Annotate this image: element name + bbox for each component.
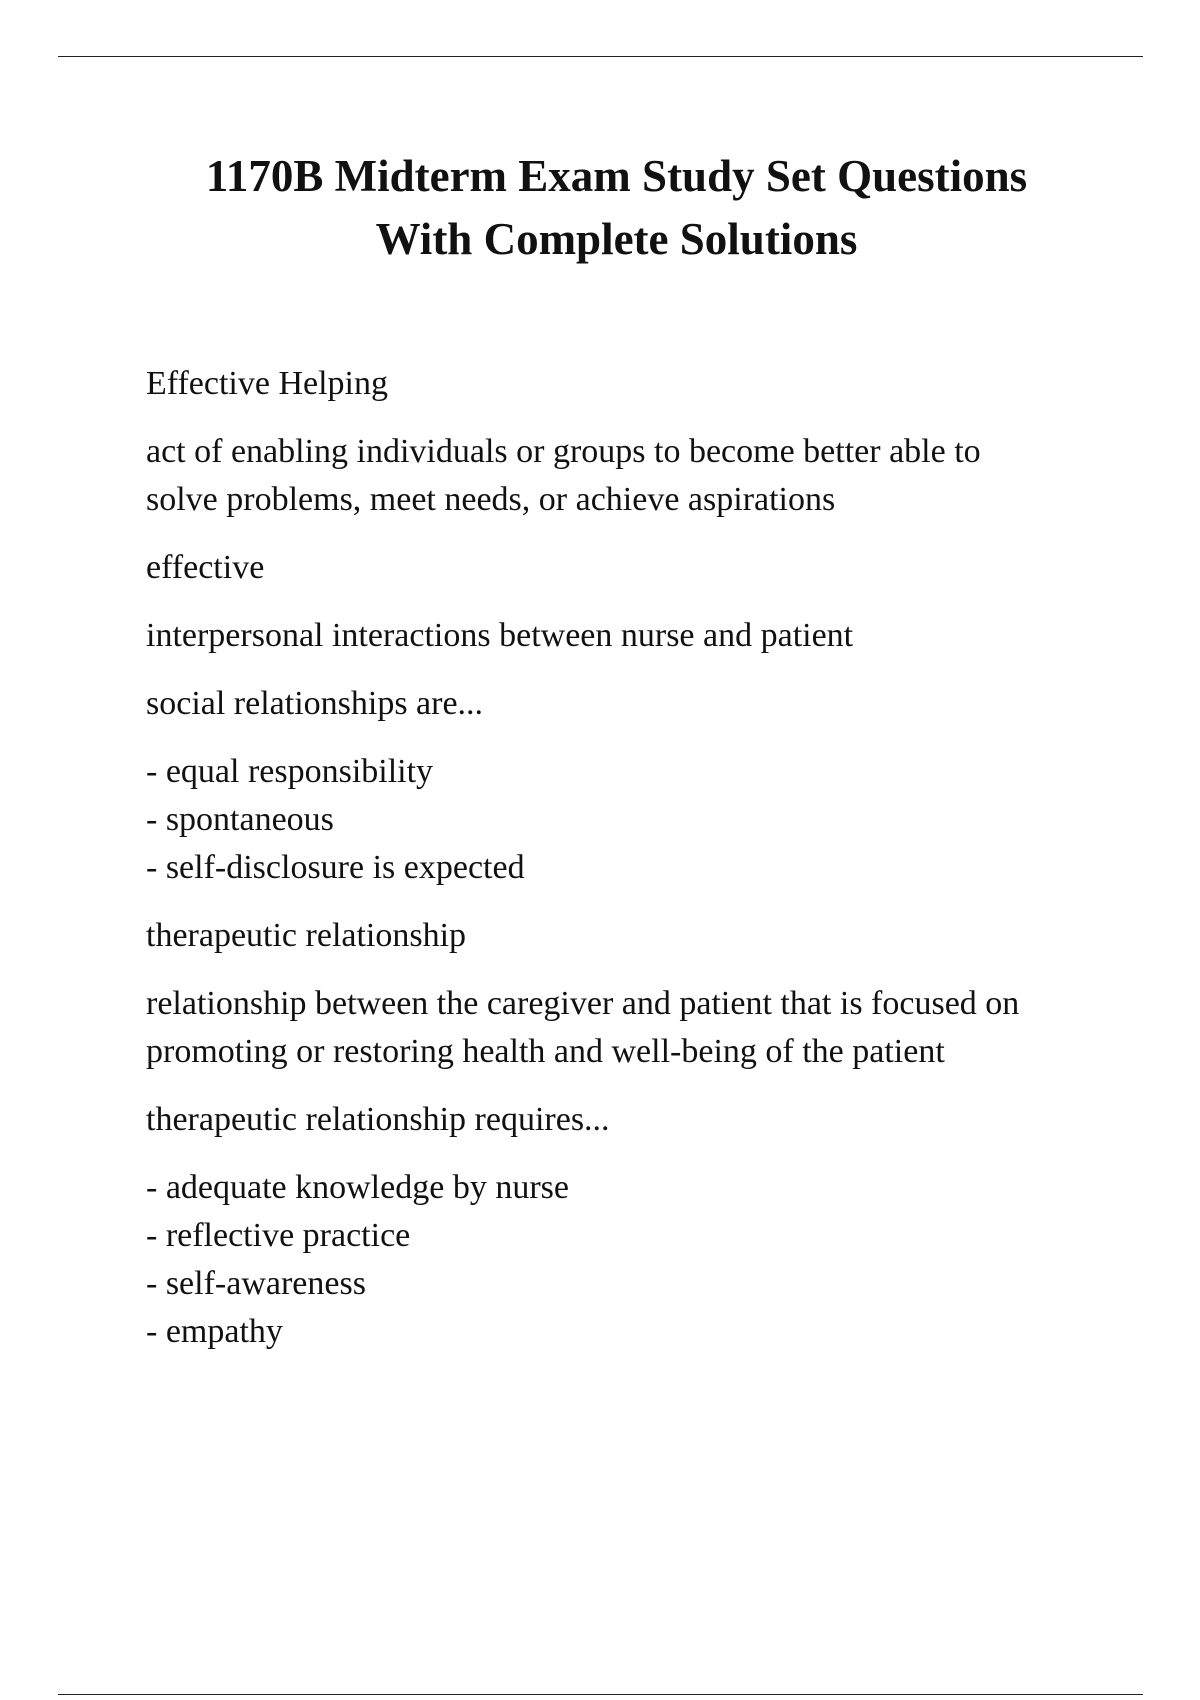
list-item: - empathy [146, 1313, 283, 1350]
definition-effective-helping [146, 428, 1136, 524]
text-line: relationship between the caregiver and patient that is focused on [146, 985, 1020, 1022]
list-item: - equal responsibility [146, 753, 434, 790]
definition-therapeutic-relationship [146, 980, 1136, 1076]
list-item: - spontaneous [146, 801, 334, 838]
text-line: effective [146, 549, 265, 586]
title-line: 1170B Midterm Exam Study Set Questions [205, 151, 1028, 201]
title-line: With Complete Solutions [375, 214, 858, 264]
top-rule [58, 56, 1143, 57]
text-line: therapeutic relationship [146, 917, 467, 954]
term-effective-helping [146, 360, 1136, 408]
list-social-relationships [146, 748, 1136, 892]
list-item: - adequate knowledge by nurse [146, 1169, 569, 1206]
study-content [146, 360, 1136, 1376]
text-line: social relationships are... [146, 685, 484, 722]
text-line: therapeutic relationship requires... [146, 1101, 610, 1138]
text-line: act of enabling individuals or groups to become better able to [146, 433, 981, 470]
bottom-rule [58, 1694, 1143, 1695]
definition-effective [146, 612, 1136, 660]
text-line: Effective Helping [146, 365, 389, 402]
term-therapeutic-relationship [146, 912, 1136, 960]
text-line: solve problems, meet needs, or achieve aspirations [146, 481, 836, 518]
list-item: - reflective practice [146, 1217, 411, 1254]
term-therapeutic-requires [146, 1096, 1136, 1144]
text-line: interpersonal interactions between nurse and patient [146, 617, 854, 654]
term-effective [146, 544, 1136, 592]
page-title [120, 145, 1113, 271]
text-line: promoting or restoring health and well-being of the patient [146, 1033, 945, 1070]
list-therapeutic-requires [146, 1164, 1136, 1356]
term-social-relationships [146, 680, 1136, 728]
list-item: - self-awareness [146, 1265, 366, 1302]
list-item: - self-disclosure is expected [146, 849, 525, 886]
